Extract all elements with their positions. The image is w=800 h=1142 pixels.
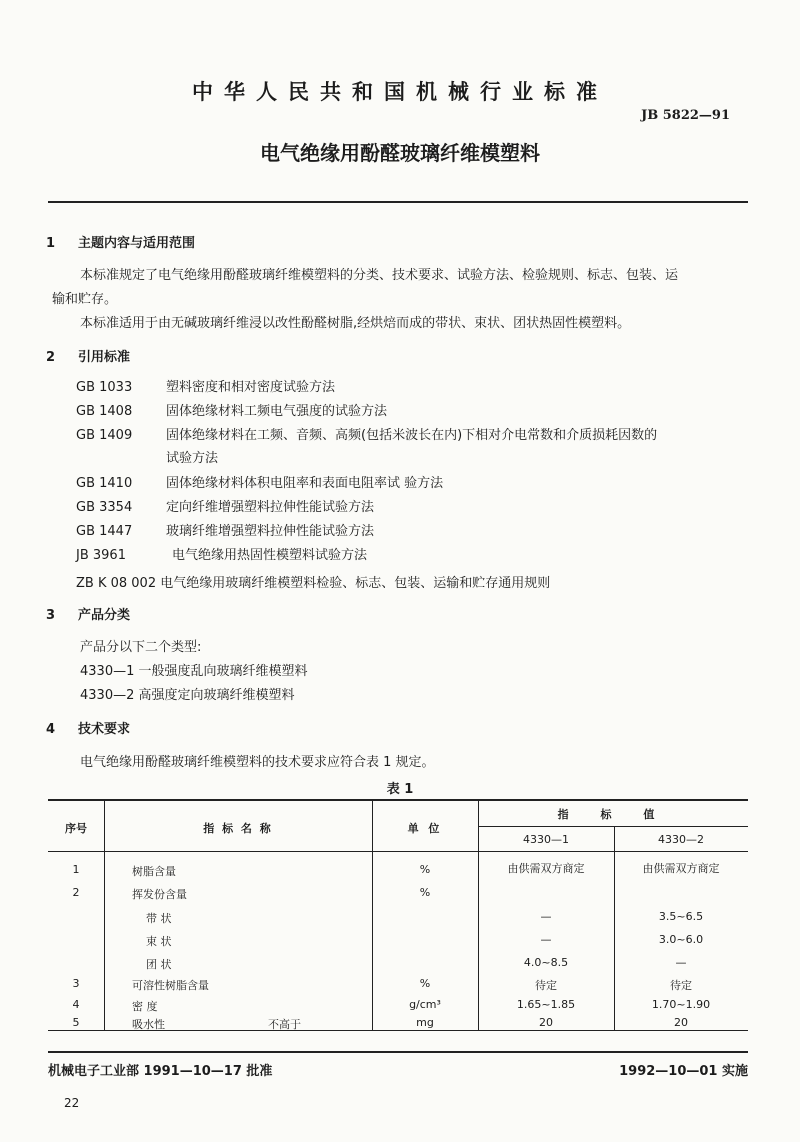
- table-header-4330-2: 4330—2: [658, 833, 704, 846]
- ref-last: ZB K 08 002 电气绝缘用玻璃纤维模塑料检验、标志、包装、运输和贮存通用规则: [76, 576, 551, 591]
- section-number: 3: [46, 608, 56, 623]
- ref-title: 固体绝缘材料工频电气强度的试验方法: [166, 404, 388, 419]
- table-header-value: 指 标 值: [557, 808, 669, 821]
- row-name: 密 度: [132, 1000, 158, 1013]
- row-no: 1: [72, 863, 80, 876]
- document-title: 电气绝缘用酚醛玻璃纤维模塑料: [260, 141, 540, 165]
- table-header-no: 序号: [65, 822, 87, 835]
- section-4-heading: [46, 718, 130, 737]
- row-value-4330-2: 20: [674, 1016, 688, 1029]
- ref-title: 电气绝缘用热固性模塑料试验方法: [172, 548, 368, 563]
- ref-code: JB 3961: [76, 548, 126, 563]
- ref-code: GB 1410: [76, 476, 133, 491]
- section-number: 4: [46, 722, 56, 737]
- ref-title: 玻璃纤维增强塑料拉伸性能试验方法: [166, 524, 375, 539]
- row-value-4330-1: 由供需双方商定: [507, 862, 585, 875]
- row-unit: %: [419, 863, 431, 876]
- section-title: 技术要求: [78, 722, 131, 737]
- section-1-para2: 本标准适用于由无碱玻璃纤维浸以改性酚醛树脂,经烘焙而成的带状、束状、团状热固性模塑料。: [80, 316, 631, 331]
- ref-code: GB 1447: [76, 524, 133, 539]
- table-top-rule: [48, 799, 748, 801]
- footer-rule: [48, 1051, 748, 1053]
- row-value-4330-1: —: [540, 933, 552, 946]
- section-1-para1-line1: 本标准规定了电气绝缘用酚醛玻璃纤维模塑料的分类、技术要求、试验方法、检验规则、标志、包装、运: [80, 268, 679, 283]
- ref-title: 塑料密度和相对密度试验方法: [166, 380, 336, 395]
- row-value-4330-2: 3.0~6.0: [658, 933, 704, 946]
- page-number: 22: [64, 1096, 80, 1110]
- row-value-4330-1: 待定: [535, 979, 557, 992]
- row-no: 3: [72, 977, 80, 990]
- section-title: 产品分类: [78, 608, 131, 623]
- section-number: 1: [46, 236, 56, 251]
- row-value-4330-2: 1.70~1.90: [651, 998, 711, 1011]
- row-name: 树脂含量: [132, 865, 176, 878]
- standard-number: JB 5822—91: [641, 108, 730, 123]
- row-name: 带 状: [146, 912, 172, 925]
- row-value-4330-2: 3.5~6.5: [658, 910, 704, 923]
- table-header-unit: 单 位: [407, 822, 443, 835]
- row-name-suffix: 不高于: [268, 1018, 301, 1031]
- header-rule: [48, 201, 748, 203]
- table-header-name: 指 标 名 称: [203, 822, 273, 835]
- approval-line: 机械电子工业部 1991—10—17 批准: [48, 1064, 273, 1079]
- row-no: 5: [72, 1016, 80, 1029]
- table-header-split-rule: [478, 826, 748, 827]
- row-no: 4: [72, 998, 80, 1011]
- ref-code: GB 1033: [76, 380, 133, 395]
- row-name: 束 状: [146, 935, 172, 948]
- standard-organization: 中华人民共和国机械行业标准: [192, 80, 608, 104]
- row-value-4330-1: 4.0~8.5: [523, 956, 569, 969]
- row-unit: %: [419, 977, 431, 990]
- row-name: 吸水性: [132, 1018, 165, 1031]
- section-title: 引用标准: [78, 350, 131, 365]
- row-value-4330-1: —: [540, 910, 552, 923]
- row-value-4330-1: 1.65~1.85: [516, 998, 576, 1011]
- row-value-4330-2: 由供需双方商定: [642, 862, 720, 875]
- row-name: 挥发份含量: [132, 888, 187, 901]
- product-type-1: 4330—1 一般强度乱向玻璃纤维模塑料: [80, 664, 308, 679]
- ref-title: 固体绝缘材料体积电阻率和表面电阻率试 验方法: [166, 476, 444, 491]
- row-value-4330-2: —: [675, 956, 687, 969]
- section-2-heading: [46, 346, 130, 365]
- section-4-text: 电气绝缘用酚醛玻璃纤维模塑料的技术要求应符合表 1 规定。: [80, 755, 435, 770]
- table-caption: 表 1: [386, 782, 414, 797]
- row-unit: %: [419, 886, 431, 899]
- ref-code: GB 3354: [76, 500, 133, 515]
- ref-title-continued: 试验方法: [166, 451, 219, 466]
- table-header-rule: [48, 851, 748, 852]
- row-value-4330-2: 待定: [670, 979, 692, 992]
- row-unit: g/cm³: [409, 998, 441, 1011]
- effective-date: 1992—10—01 实施: [619, 1064, 748, 1079]
- product-type-2: 4330—2 高强度定向玻璃纤维模塑料: [80, 688, 295, 703]
- row-name: 可溶性树脂含量: [132, 979, 209, 992]
- section-1-heading: [46, 232, 195, 251]
- ref-title: 固体绝缘材料在工频、音频、高频(包括米波长在内)下相对介电常数和介质损耗因数的: [166, 428, 658, 443]
- table-header-4330-1: 4330—1: [523, 833, 569, 846]
- section-3-intro: 产品分以下二个类型:: [80, 640, 202, 655]
- section-number: 2: [46, 350, 56, 365]
- section-1-para1-line2: 输和贮存。: [52, 292, 118, 307]
- row-unit: mg: [416, 1016, 434, 1029]
- section-3-heading: [46, 604, 130, 623]
- row-value-4330-1: 20: [539, 1016, 553, 1029]
- ref-title: 定向纤维增强塑料拉伸性能试验方法: [166, 500, 375, 515]
- ref-code: GB 1408: [76, 404, 133, 419]
- section-title: 主题内容与适用范围: [78, 236, 196, 251]
- ref-code: GB 1409: [76, 428, 133, 443]
- row-no: 2: [72, 886, 80, 899]
- row-name: 团 状: [146, 958, 172, 971]
